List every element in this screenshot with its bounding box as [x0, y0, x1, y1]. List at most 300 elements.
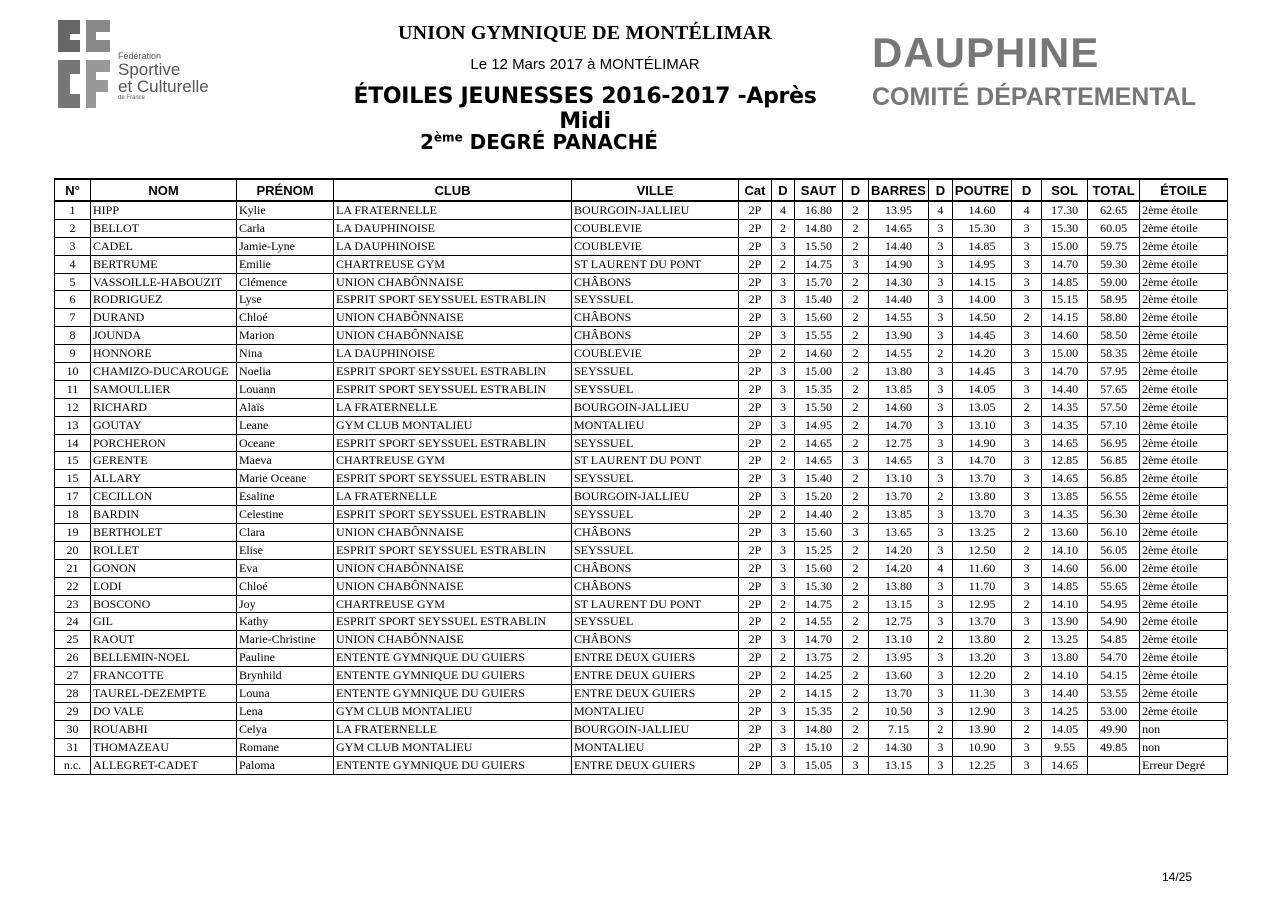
cell-prenom: Lyse [237, 291, 334, 309]
cell-d-poutre: 3 [928, 398, 952, 416]
cell-etoile: 2ème étoile [1140, 363, 1228, 381]
cell-saut: 14.95 [795, 416, 843, 434]
cell-saut: 14.60 [795, 345, 843, 363]
cell-club: GYM CLUB MONTALIEU [334, 738, 572, 756]
cell-etoile: 2ème étoile [1140, 291, 1228, 309]
table-row [55, 702, 1228, 720]
cell-d-poutre: 3 [928, 470, 952, 488]
table-row [55, 398, 1228, 416]
cell-total: 56.30 [1088, 506, 1140, 524]
cell-d-barres: 2 [843, 201, 869, 219]
cell-saut: 15.10 [795, 738, 843, 756]
cell-poutre: 10.90 [952, 738, 1011, 756]
cell-ville: ENTRE DEUX GUIERS [572, 685, 739, 703]
cell-d-saut: 3 [772, 559, 795, 577]
cell-club: GYM CLUB MONTALIEU [334, 702, 572, 720]
cell-nom: DURAND [91, 309, 237, 327]
cell-d-saut: 3 [772, 756, 795, 774]
cell-d-poutre: 3 [928, 667, 952, 685]
cell-d-sol: 3 [1012, 559, 1042, 577]
cell-etoile: 2ème étoile [1140, 345, 1228, 363]
cell-sol: 17.30 [1042, 201, 1088, 219]
cell-rank: 28 [55, 685, 91, 703]
cell-barres: 14.65 [869, 219, 929, 237]
cell-rank: 30 [55, 720, 91, 738]
cell-d-barres: 3 [843, 255, 869, 273]
cell-d-saut: 3 [772, 720, 795, 738]
table-row [55, 309, 1228, 327]
cell-nom: CECILLON [91, 488, 237, 506]
cell-rank: 20 [55, 541, 91, 559]
cell-sol: 14.40 [1042, 380, 1088, 398]
cell-d-saut: 3 [772, 488, 795, 506]
cell-club: ESPRIT SPORT SEYSSUEL ESTRABLIN [334, 470, 572, 488]
cell-rank: 21 [55, 559, 91, 577]
cell-etoile: 2ème étoile [1140, 649, 1228, 667]
cell-d-poutre: 4 [928, 559, 952, 577]
cell-barres: 14.20 [869, 541, 929, 559]
cell-barres: 14.65 [869, 452, 929, 470]
cell-poutre: 14.50 [952, 309, 1011, 327]
cell-d-sol: 3 [1012, 219, 1042, 237]
logo-line-france: de France [118, 95, 146, 101]
cell-d-sol: 3 [1012, 452, 1042, 470]
cell-ville: CHÂBONS [572, 577, 739, 595]
cell-cat: 2P [739, 685, 772, 703]
table-row [55, 237, 1228, 255]
cell-total: 60.05 [1088, 219, 1140, 237]
cell-nom: BERTHOLET [91, 524, 237, 542]
cell-ville: BOURGOIN-JALLIEU [572, 488, 739, 506]
table-row [55, 488, 1228, 506]
cell-rank: 29 [55, 702, 91, 720]
cell-rank: 24 [55, 613, 91, 631]
cell-cat: 2P [739, 434, 772, 452]
cell-d-barres: 2 [843, 649, 869, 667]
cell-rank: 14 [55, 434, 91, 452]
cell-barres: 13.85 [869, 506, 929, 524]
cell-d-sol: 2 [1012, 595, 1042, 613]
cell-total: 56.55 [1088, 488, 1140, 506]
cell-total: 59.75 [1088, 237, 1140, 255]
column-header-d-barres: D [843, 179, 869, 201]
table-row [55, 559, 1228, 577]
cell-nom: RODRIGUEZ [91, 291, 237, 309]
cell-rank: 6 [55, 291, 91, 309]
cell-d-poutre: 3 [928, 416, 952, 434]
table-row [55, 255, 1228, 273]
cell-barres: 7.15 [869, 720, 929, 738]
cell-poutre: 13.90 [952, 720, 1011, 738]
cell-nom: LODI [91, 577, 237, 595]
cell-sol: 13.25 [1042, 631, 1088, 649]
cell-d-saut: 3 [772, 541, 795, 559]
cell-ville: COUBLEVIE [572, 219, 739, 237]
cell-etoile: Erreur Degré [1140, 756, 1228, 774]
cell-nom: ROUABHI [91, 720, 237, 738]
cell-club: CHARTREUSE GYM [334, 255, 572, 273]
cell-etoile: 2ème étoile [1140, 702, 1228, 720]
cell-saut: 15.35 [795, 380, 843, 398]
cell-ville: CHÂBONS [572, 327, 739, 345]
column-header-club: CLUB [334, 179, 572, 201]
cell-poutre: 13.70 [952, 470, 1011, 488]
column-header-barres: BARRES [869, 179, 929, 201]
cell-barres: 12.75 [869, 613, 929, 631]
cell-poutre: 14.90 [952, 434, 1011, 452]
cell-etoile: 2ème étoile [1140, 416, 1228, 434]
cell-nom: BOSCONO [91, 595, 237, 613]
cell-ville: ST LAURENT DU PONT [572, 595, 739, 613]
cell-poutre: 14.95 [952, 255, 1011, 273]
cell-total: 53.55 [1088, 685, 1140, 703]
cell-cat: 2P [739, 595, 772, 613]
cell-total: 57.50 [1088, 398, 1140, 416]
table-row [55, 380, 1228, 398]
cell-d-saut: 2 [772, 434, 795, 452]
cell-total: 54.15 [1088, 667, 1140, 685]
cell-d-poutre: 3 [928, 237, 952, 255]
cell-cat: 2P [739, 720, 772, 738]
column-header-poutre: POUTRE [952, 179, 1011, 201]
cell-etoile: 2ème étoile [1140, 452, 1228, 470]
column-header-nom: NOM [91, 179, 237, 201]
cell-total: 54.95 [1088, 595, 1140, 613]
cell-prenom: Marion [237, 327, 334, 345]
cell-d-saut: 4 [772, 201, 795, 219]
cell-ville: MONTALIEU [572, 416, 739, 434]
cell-club: ENTENTE GYMNIQUE DU GUIERS [334, 667, 572, 685]
cell-etoile: 2ème étoile [1140, 506, 1228, 524]
cell-club: CHARTREUSE GYM [334, 452, 572, 470]
cell-rank: 25 [55, 631, 91, 649]
cell-cat: 2P [739, 363, 772, 381]
cell-barres: 13.80 [869, 363, 929, 381]
cell-etoile: 2ème étoile [1140, 434, 1228, 452]
cell-cat: 2P [739, 756, 772, 774]
cell-d-barres: 2 [843, 470, 869, 488]
cell-sol: 15.30 [1042, 219, 1088, 237]
cell-prenom: Brynhild [237, 667, 334, 685]
cell-d-barres: 2 [843, 506, 869, 524]
cell-etoile: 2ème étoile [1140, 613, 1228, 631]
cell-cat: 2P [739, 201, 772, 219]
table-row [55, 470, 1228, 488]
cell-rank: 19 [55, 524, 91, 542]
cell-total: 54.90 [1088, 613, 1140, 631]
cell-saut: 15.40 [795, 291, 843, 309]
cell-cat: 2P [739, 345, 772, 363]
cell-sol: 14.65 [1042, 434, 1088, 452]
cell-poutre: 13.10 [952, 416, 1011, 434]
cell-d-barres: 2 [843, 685, 869, 703]
cell-d-poutre: 3 [928, 273, 952, 291]
cell-d-sol: 3 [1012, 237, 1042, 255]
cell-ville: CHÂBONS [572, 524, 739, 542]
cell-d-poutre: 3 [928, 685, 952, 703]
cell-poutre: 11.60 [952, 559, 1011, 577]
cell-total: 56.85 [1088, 452, 1140, 470]
cell-d-sol: 2 [1012, 631, 1042, 649]
cell-poutre: 14.15 [952, 273, 1011, 291]
cell-club: ESPRIT SPORT SEYSSUEL ESTRABLIN [334, 506, 572, 524]
cell-d-poutre: 3 [928, 327, 952, 345]
cell-d-poutre: 3 [928, 219, 952, 237]
degree-num: 2 [420, 130, 434, 154]
cell-poutre: 13.80 [952, 631, 1011, 649]
cell-saut: 15.20 [795, 488, 843, 506]
cell-d-poutre: 3 [928, 541, 952, 559]
cell-d-sol: 3 [1012, 416, 1042, 434]
cell-ville: SEYSSUEL [572, 291, 739, 309]
cell-poutre: 14.70 [952, 452, 1011, 470]
cell-poutre: 13.05 [952, 398, 1011, 416]
cell-nom: BELLOT [91, 219, 237, 237]
cell-d-sol: 3 [1012, 363, 1042, 381]
cell-prenom: Esaline [237, 488, 334, 506]
cell-total: 57.10 [1088, 416, 1140, 434]
cell-ville: CHÂBONS [572, 631, 739, 649]
cell-d-barres: 2 [843, 488, 869, 506]
cell-d-sol: 3 [1012, 380, 1042, 398]
table-row [55, 756, 1228, 774]
cell-sol: 15.15 [1042, 291, 1088, 309]
cell-d-sol: 3 [1012, 273, 1042, 291]
cell-saut: 14.65 [795, 434, 843, 452]
cell-cat: 2P [739, 488, 772, 506]
cell-cat: 2P [739, 524, 772, 542]
cell-d-poutre: 3 [928, 452, 952, 470]
cell-barres: 14.30 [869, 738, 929, 756]
cell-barres: 10.50 [869, 702, 929, 720]
cell-saut: 14.55 [795, 613, 843, 631]
cell-d-sol: 2 [1012, 667, 1042, 685]
cell-saut: 15.50 [795, 237, 843, 255]
cell-sol: 14.10 [1042, 667, 1088, 685]
cell-sol: 14.35 [1042, 506, 1088, 524]
table-row [55, 685, 1228, 703]
cell-d-sol: 4 [1012, 201, 1042, 219]
cell-sol: 9.55 [1042, 738, 1088, 756]
cell-saut: 14.80 [795, 720, 843, 738]
cell-d-barres: 3 [843, 524, 869, 542]
table-row [55, 201, 1228, 219]
cell-etoile: 2ème étoile [1140, 201, 1228, 219]
cell-club: GYM CLUB MONTALIEU [334, 416, 572, 434]
table-header-row [55, 179, 1228, 201]
cell-d-poutre: 3 [928, 291, 952, 309]
cell-prenom: Nina [237, 345, 334, 363]
cell-sol: 14.10 [1042, 595, 1088, 613]
table-row [55, 506, 1228, 524]
cell-d-poutre: 3 [928, 506, 952, 524]
cell-ville: BOURGOIN-JALLIEU [572, 201, 739, 219]
cell-rank: 8 [55, 327, 91, 345]
cell-club: LA DAUPHINOISE [334, 345, 572, 363]
cell-poutre: 13.80 [952, 488, 1011, 506]
column-header-d-poutre: D [928, 179, 952, 201]
cell-d-barres: 2 [843, 595, 869, 613]
table-row [55, 452, 1228, 470]
cell-d-barres: 2 [843, 613, 869, 631]
cell-d-poutre: 3 [928, 577, 952, 595]
cell-ville: SEYSSUEL [572, 613, 739, 631]
cell-d-saut: 3 [772, 702, 795, 720]
ffsc-logo-mark-icon [56, 16, 114, 112]
cell-d-saut: 3 [772, 470, 795, 488]
cell-prenom: Louann [237, 380, 334, 398]
column-header-total: TOTAL [1088, 179, 1140, 201]
cell-d-poutre: 2 [928, 488, 952, 506]
cell-d-saut: 3 [772, 273, 795, 291]
cell-poutre: 13.70 [952, 613, 1011, 631]
cell-d-saut: 3 [772, 416, 795, 434]
cell-d-barres: 2 [843, 631, 869, 649]
cell-total: 58.35 [1088, 345, 1140, 363]
cell-ville: CHÂBONS [572, 309, 739, 327]
cell-sol: 14.85 [1042, 577, 1088, 595]
cell-sol: 14.15 [1042, 309, 1088, 327]
event-date: Le 12 Mars 2017 à MONTÉLIMAR [470, 56, 700, 73]
cell-barres: 14.55 [869, 345, 929, 363]
cell-d-sol: 2 [1012, 309, 1042, 327]
cell-barres: 14.20 [869, 559, 929, 577]
cell-ville: MONTALIEU [572, 738, 739, 756]
cell-etoile: 2ème étoile [1140, 273, 1228, 291]
cell-poutre: 11.30 [952, 685, 1011, 703]
cell-prenom: Marie Oceane [237, 470, 334, 488]
cell-saut: 14.40 [795, 506, 843, 524]
table-row [55, 345, 1228, 363]
cell-sol: 14.40 [1042, 685, 1088, 703]
cell-nom: GONON [91, 559, 237, 577]
cell-etoile: 2ème étoile [1140, 488, 1228, 506]
cell-d-poutre: 2 [928, 345, 952, 363]
cell-club: ESPRIT SPORT SEYSSUEL ESTRABLIN [334, 434, 572, 452]
cell-barres: 13.95 [869, 201, 929, 219]
cell-d-barres: 2 [843, 416, 869, 434]
cell-prenom: Kylie [237, 201, 334, 219]
cell-d-sol: 3 [1012, 488, 1042, 506]
cell-prenom: Celestine [237, 506, 334, 524]
cell-nom: ALLEGRET-CADET [91, 756, 237, 774]
cell-cat: 2P [739, 702, 772, 720]
cell-ville: SEYSSUEL [572, 434, 739, 452]
cell-d-sol: 3 [1012, 255, 1042, 273]
cell-d-sol: 3 [1012, 613, 1042, 631]
cell-rank: 1 [55, 201, 91, 219]
cell-club: LA DAUPHINOISE [334, 237, 572, 255]
degree-text: DEGRÉ PANACHÉ [462, 130, 658, 154]
cell-barres: 13.15 [869, 756, 929, 774]
cell-d-barres: 3 [843, 452, 869, 470]
cell-total: 58.80 [1088, 309, 1140, 327]
cell-total: 56.05 [1088, 541, 1140, 559]
cell-rank: 9 [55, 345, 91, 363]
cell-etoile: 2ème étoile [1140, 237, 1228, 255]
cell-d-saut: 3 [772, 524, 795, 542]
cell-d-poutre: 3 [928, 595, 952, 613]
cell-club: LA FRATERNELLE [334, 398, 572, 416]
cell-sol: 14.10 [1042, 541, 1088, 559]
cell-prenom: Joy [237, 595, 334, 613]
cell-saut: 15.40 [795, 470, 843, 488]
cell-d-poutre: 3 [928, 380, 952, 398]
cell-rank: 13 [55, 416, 91, 434]
cell-club: UNION CHABÔNNAISE [334, 559, 572, 577]
cell-nom: VASSOILLE-HABOUZIT [91, 273, 237, 291]
cell-ville: ENTRE DEUX GUIERS [572, 667, 739, 685]
table-row [55, 649, 1228, 667]
cell-etoile: 2ème étoile [1140, 398, 1228, 416]
cell-total: 55.65 [1088, 577, 1140, 595]
cell-barres: 14.30 [869, 273, 929, 291]
table-row [55, 613, 1228, 631]
cell-d-saut: 2 [772, 255, 795, 273]
page-title: UNION GYMNIQUE DE MONTÉLIMAR [398, 22, 772, 44]
cell-nom: BARDIN [91, 506, 237, 524]
cell-ville: ENTRE DEUX GUIERS [572, 756, 739, 774]
cell-d-saut: 2 [772, 685, 795, 703]
cell-saut: 15.55 [795, 327, 843, 345]
ffsc-logo [56, 16, 226, 116]
cell-d-saut: 3 [772, 363, 795, 381]
cell-d-barres: 2 [843, 219, 869, 237]
cell-d-barres: 2 [843, 273, 869, 291]
cell-total: 54.70 [1088, 649, 1140, 667]
cell-prenom: Alaïs [237, 398, 334, 416]
cell-cat: 2P [739, 416, 772, 434]
cell-cat: 2P [739, 541, 772, 559]
cell-ville: COUBLEVIE [572, 237, 739, 255]
logo-line-sportive: Sportive [118, 60, 181, 79]
cell-cat: 2P [739, 631, 772, 649]
cell-saut: 15.60 [795, 309, 843, 327]
cell-club: ENTENTE GYMNIQUE DU GUIERS [334, 649, 572, 667]
cell-prenom: Jamie-Lyne [237, 237, 334, 255]
cell-d-saut: 3 [772, 309, 795, 327]
cell-d-barres: 2 [843, 541, 869, 559]
cell-nom: GOUTAY [91, 416, 237, 434]
cell-nom: RICHARD [91, 398, 237, 416]
cell-club: UNION CHABÔNNAISE [334, 309, 572, 327]
cell-sol: 14.70 [1042, 363, 1088, 381]
cell-d-saut: 2 [772, 345, 795, 363]
dauphine-logo [872, 29, 1197, 112]
cell-cat: 2P [739, 506, 772, 524]
cell-barres: 13.65 [869, 524, 929, 542]
cell-total: 59.00 [1088, 273, 1140, 291]
cell-d-barres: 2 [843, 363, 869, 381]
cell-barres: 13.90 [869, 327, 929, 345]
cell-ville: COUBLEVIE [572, 345, 739, 363]
cell-prenom: Lena [237, 702, 334, 720]
cell-nom: HONNORE [91, 345, 237, 363]
cell-etoile: 2ème étoile [1140, 255, 1228, 273]
cell-d-poutre: 3 [928, 756, 952, 774]
cell-cat: 2P [739, 577, 772, 595]
dauphine-logo-line2: COMITÉ DÉPARTEMENTAL [872, 83, 1197, 111]
cell-d-barres: 2 [843, 702, 869, 720]
cell-nom: ALLARY [91, 470, 237, 488]
cell-barres: 14.60 [869, 398, 929, 416]
degree-title [420, 130, 658, 154]
cell-rank: 12 [55, 398, 91, 416]
cell-prenom: Leane [237, 416, 334, 434]
cell-nom: GERENTE [91, 452, 237, 470]
cell-d-barres: 2 [843, 327, 869, 345]
cell-cat: 2P [739, 559, 772, 577]
